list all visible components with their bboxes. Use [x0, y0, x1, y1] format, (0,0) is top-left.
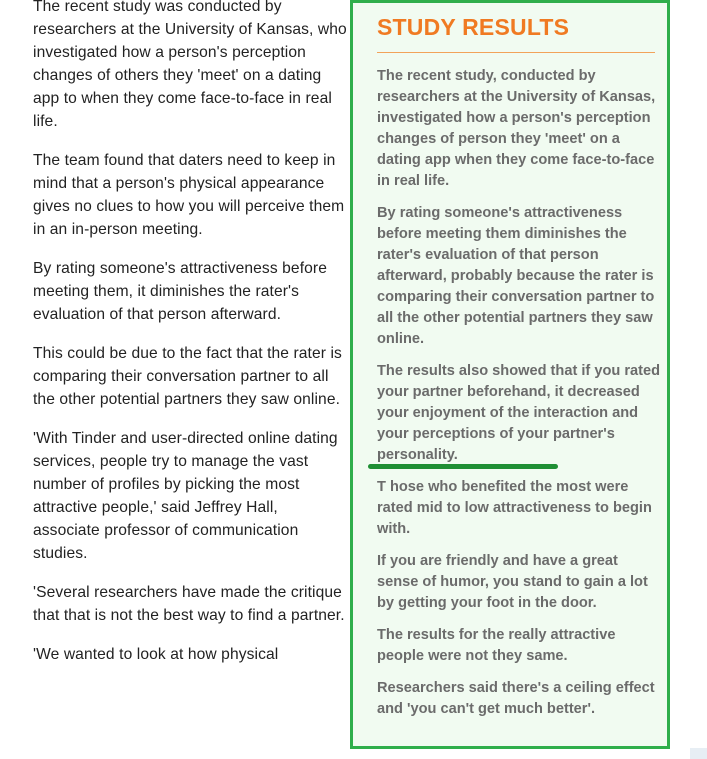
study-result-paragraph: T hose who benefited the most were rated mid to low attractiveness to begin with. — [377, 479, 652, 537]
study-results-box — [350, 0, 670, 749]
study-result-paragraph: The recent study, conducted by researchers at the University of Kansas, investigated how a person's perception changes of person they 'meet' on a dating app when they come face-to-face in real life. — [377, 68, 656, 189]
study-result-paragraph: The results for the really attractive people were not they same. — [377, 627, 616, 664]
article-paragraph: The team found that daters need to keep in mind that a person's physical appearance gives no clues to how you will perceive them in an in-person meeting. — [33, 152, 345, 238]
article-paragraph: 'Several researchers have made the critique that that is not the best way to find a partner. — [33, 584, 345, 624]
study-result-paragraph: If you are friendly and have a great sense of humor, you stand to gain a lot by getting your foot in the door. — [377, 553, 648, 611]
corner-tab — [690, 748, 707, 759]
study-results-content — [377, 66, 661, 731]
article-paragraph: 'We wanted to look at how physical — [33, 646, 279, 663]
article-paragraph: 'With Tinder and user-directed online dating services, people try to manage the vast number of profiles by picking the most attractive people,' said Jeffrey Hall, associate professor of communication studies. — [33, 430, 338, 562]
article-body — [33, 0, 349, 682]
study-result-paragraph: Researchers said there's a ceiling effect and 'you can't get much better'. — [377, 680, 655, 717]
study-result-paragraph: By rating someone's attractiveness before meeting them diminishes the rater's evaluation of that person afterward, probably because the rater is comparing their conversation partner to all the other potential partners they saw online. — [377, 205, 655, 347]
article-paragraph: The recent study was conducted by researchers at the University of Kansas, who investigated how a person's perception changes of others they 'meet' on a dating app to when they come face-to-face in real life. — [33, 0, 347, 130]
highlight-underline — [368, 464, 558, 469]
title-divider — [377, 52, 655, 53]
study-results-title: STUDY RESULTS — [377, 14, 570, 40]
article-paragraph: This could be due to the fact that the rater is comparing their conversation partner to all the other potential partners they saw online. — [33, 345, 342, 408]
study-result-paragraph: The results also showed that if you rated your partner beforehand, it decreased your enjoyment of the interaction and your perceptions of your partner's personality. — [377, 363, 661, 463]
article-paragraph: By rating someone's attractiveness before meeting them, it diminishes the rater's evaluation of that person afterward. — [33, 260, 327, 323]
